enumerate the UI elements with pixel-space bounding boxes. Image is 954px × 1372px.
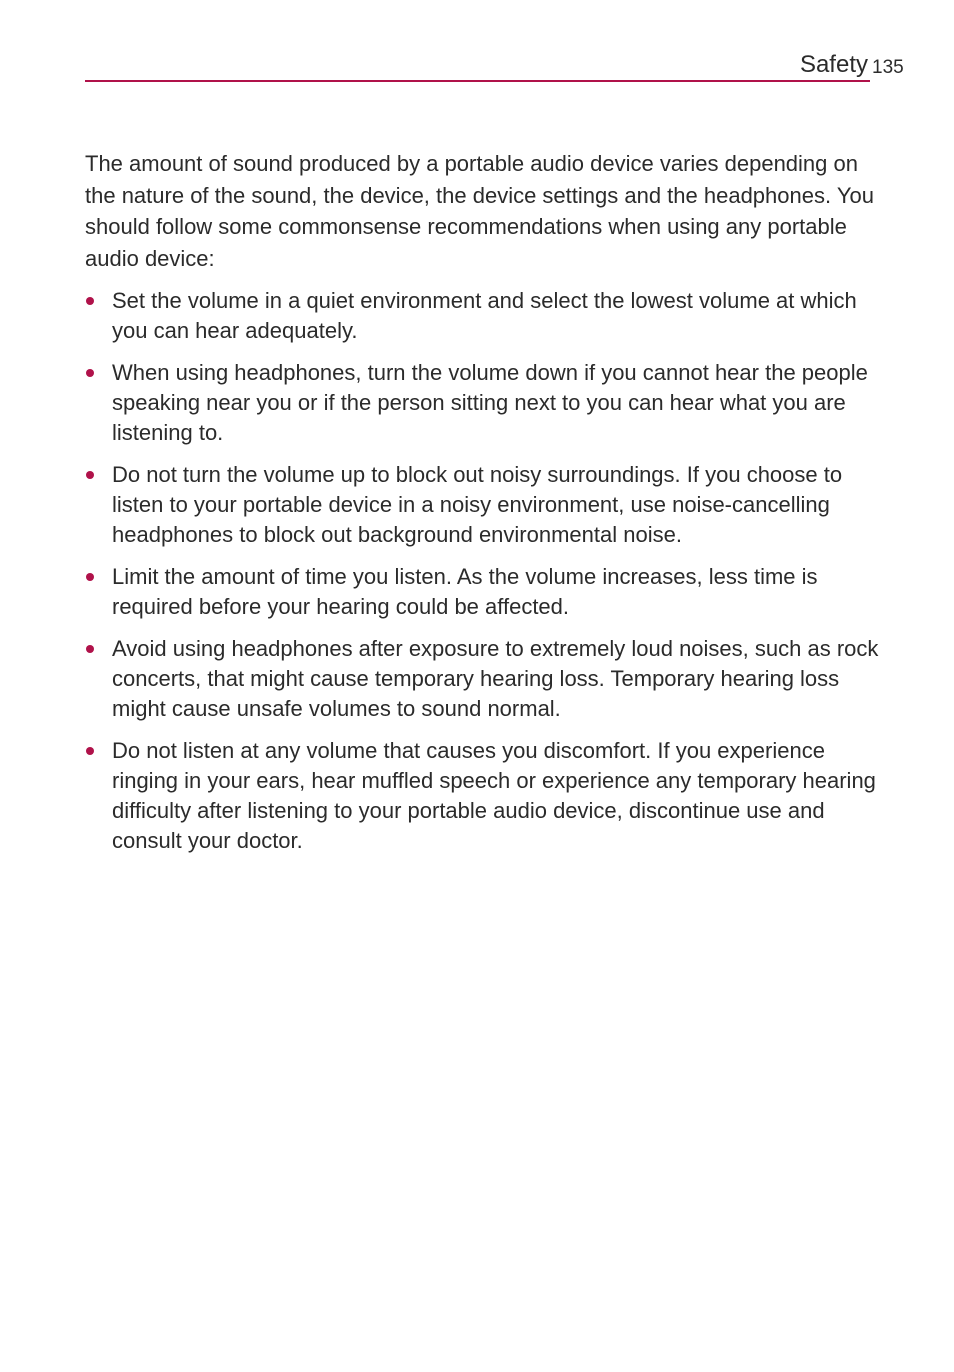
- bullet-icon: [86, 747, 94, 755]
- list-item: [85, 286, 885, 346]
- page-number: 135: [872, 57, 904, 78]
- recommendations-list: [85, 286, 885, 856]
- bullet-icon: [86, 297, 94, 305]
- list-item: [85, 562, 885, 622]
- bullet-icon: [86, 573, 94, 581]
- page-content: [85, 148, 885, 868]
- list-item: [85, 460, 885, 550]
- list-item-text: Avoid using headphones after exposure to extremely loud noises, such as rock concerts, that might cause temporary hearing loss. Temporary hearing loss might cause unsafe volumes to sound normal.: [112, 636, 879, 721]
- list-item: [85, 358, 885, 448]
- intro-paragraph: The amount of sound produced by a portable audio device varies depending on the nature of the sound, the device, the device settings and the headphones. You should follow some commonsense recommendations when using any portable audio device:: [85, 151, 874, 271]
- section-title: Safety: [799, 51, 868, 78]
- list-item-text: Limit the amount of time you listen. As the volume increases, less time is required before your hearing could be affected.: [112, 564, 818, 619]
- list-item: [85, 634, 885, 724]
- bullet-icon: [86, 369, 94, 377]
- header-rule: [85, 80, 870, 82]
- list-item-text: Set the volume in a quiet environment and select the lowest volume at which you can hear adequately.: [112, 288, 857, 343]
- bullet-icon: [86, 645, 94, 653]
- list-item-text: When using headphones, turn the volume down if you cannot hear the people speaking near you or if the person sitting next to you can hear what you are listening to.: [112, 360, 868, 445]
- list-item-text: Do not turn the volume up to block out noisy surroundings. If you choose to listen to your portable device in a noisy environment, use noise-cancelling headphones to block out background environmental noise.: [112, 462, 843, 547]
- list-item-text: Do not listen at any volume that causes you discomfort. If you experience ringing in your ears, hear muffled speech or experience any temporary hearing difficulty after listening to your portable audio device, discontinue use and consult your doctor.: [112, 738, 876, 853]
- bullet-icon: [86, 471, 94, 479]
- list-item: [85, 736, 885, 856]
